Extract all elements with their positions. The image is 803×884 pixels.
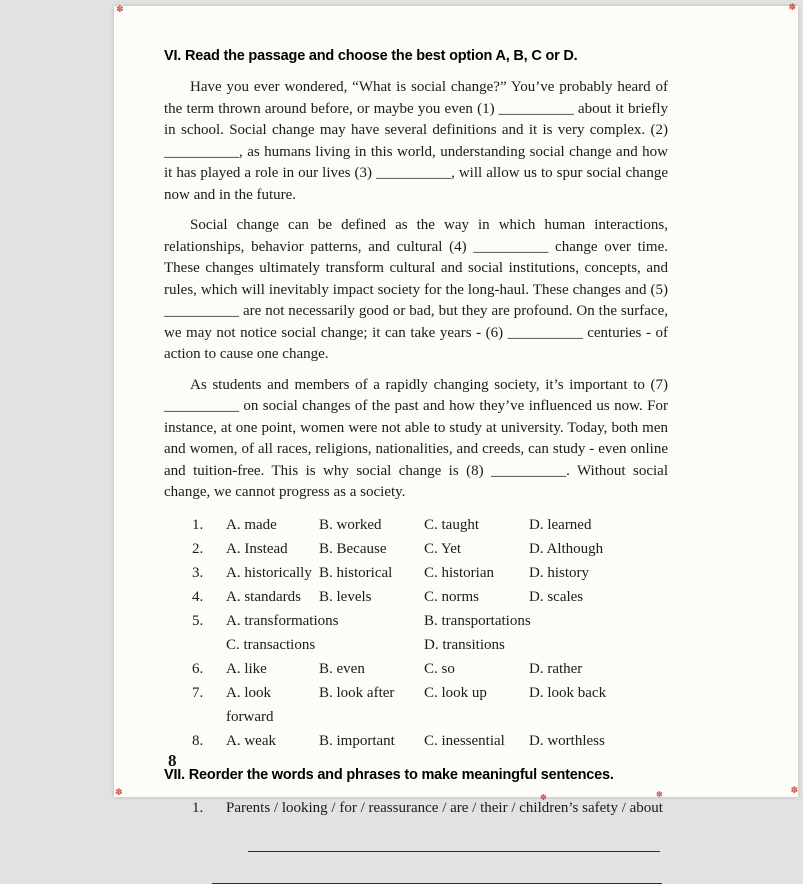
red-watermark-icon: ✽ bbox=[540, 793, 547, 802]
option-a: A. made bbox=[226, 516, 277, 533]
section-vi-heading: VI. Read the passage and choose the best option A, B, C or D. bbox=[164, 48, 578, 64]
option-b: B. even bbox=[319, 660, 365, 677]
question-row-3 bbox=[164, 561, 668, 585]
option-a: A. historically bbox=[226, 564, 312, 581]
option-d: D. transitions bbox=[424, 636, 505, 653]
option-c: C. inessential bbox=[424, 732, 505, 749]
option-d: D. look back bbox=[529, 684, 607, 701]
option-c: C. transactions bbox=[226, 636, 316, 653]
reorder-item-1 bbox=[164, 797, 668, 819]
option-a: A. like bbox=[226, 660, 267, 677]
option-c: C. so bbox=[424, 660, 455, 677]
option-b: B. levels bbox=[319, 588, 372, 605]
question-number: 4. bbox=[192, 588, 204, 605]
option-b: B. look after bbox=[319, 684, 395, 701]
question-row-4 bbox=[164, 585, 668, 609]
option-d: D. learned bbox=[529, 516, 592, 533]
passage-paragraph-1: Have you ever wondered, “What is social change?” You’ve probably heard of the term thrown around before, or maybe you even (1) __________ about it briefly in school. Social change may have several definitions and it is very complex. (2) __________, as humans living in this world, understanding social change and how it has played a role in our lives (3) __________, will allow us to spur social change now and in the future. bbox=[164, 79, 668, 203]
option-b: B. important bbox=[319, 732, 395, 749]
scrambled-sentence: Parents / looking / for / reassurance / are / their / children’s safety / about bbox=[226, 799, 663, 816]
answer-writing-line-1 bbox=[248, 827, 660, 852]
question-row-2 bbox=[164, 537, 668, 561]
option-c: C. look up bbox=[424, 684, 487, 701]
option-c: C. taught bbox=[424, 516, 479, 533]
option-d: D. scales bbox=[529, 588, 584, 605]
question-number: 3. bbox=[192, 564, 204, 581]
reading-passage bbox=[164, 77, 668, 504]
question-number: 6. bbox=[192, 660, 204, 677]
question-number: 5. bbox=[192, 612, 204, 629]
option-c: C. historian bbox=[424, 564, 494, 581]
option-d: D. rather bbox=[529, 660, 583, 677]
scanned-book-page bbox=[114, 3, 798, 816]
question-row-7 bbox=[164, 681, 668, 729]
red-watermark-icon: ✽ bbox=[116, 5, 124, 15]
red-watermark-icon: ✽ bbox=[656, 790, 663, 799]
red-watermark-icon: ✽ bbox=[788, 3, 796, 13]
question-number: 2. bbox=[192, 540, 204, 557]
option-c: C. norms bbox=[424, 588, 480, 605]
multiple-choice-list bbox=[164, 513, 668, 753]
option-b: B. Because bbox=[319, 540, 387, 557]
option-d: D. Although bbox=[529, 540, 604, 557]
question-number: 7. bbox=[192, 684, 204, 701]
option-a: A. standards bbox=[226, 588, 301, 605]
option-b: B. historical bbox=[319, 564, 393, 581]
option-a: A. Instead bbox=[226, 540, 288, 557]
option-c: C. Yet bbox=[424, 540, 462, 557]
passage-paragraph-2: Social change can be defined as the way in which human interactions, relationships, behavior patterns, and cultural (4) __________ change over time. These changes ultimately transform cultural and social institutions, concepts, and rules, which will inevitably impact society for the long-haul. These changes and (5) __________ are not necessarily good or bad, but they are profound. On the surface, we may not notice social change; it can take years - (6) __________ centuries - of action to cause one change. bbox=[164, 217, 668, 362]
option-a: A. look forward bbox=[226, 684, 274, 725]
option-b: B. worked bbox=[319, 516, 382, 533]
page-number: 8 bbox=[168, 751, 177, 770]
question-row-1 bbox=[164, 513, 668, 537]
question-number: 1. bbox=[192, 516, 204, 533]
question-row-5b bbox=[164, 633, 668, 657]
option-d: D. worthless bbox=[529, 732, 605, 749]
question-row-5a bbox=[164, 609, 668, 633]
question-row-8 bbox=[164, 729, 668, 753]
question-number: 8. bbox=[192, 732, 204, 749]
red-watermark-icon: ✽ bbox=[115, 788, 123, 798]
option-a: A. transformations bbox=[226, 612, 339, 629]
question-number-spacer bbox=[192, 633, 226, 657]
option-a: A. weak bbox=[226, 732, 276, 749]
red-watermark-icon: ✽ bbox=[790, 786, 798, 796]
option-b: B. transportations bbox=[424, 612, 531, 629]
answer-writing-line-2 bbox=[212, 852, 662, 884]
item-number: 1. bbox=[192, 799, 204, 816]
page-content bbox=[164, 48, 668, 884]
section-vii-heading: VII. Reorder the words and phrases to make meaningful sentences. bbox=[164, 766, 614, 783]
question-row-6 bbox=[164, 657, 668, 681]
passage-paragraph-3: As students and members of a rapidly changing society, it’s important to (7) __________ on social changes of the past and how they’ve influenced us now. For instance, at one point, women were not able to study at university. Today, both men and women, of all races, religions, nationalities, and creeds, can study - even online and tuition-free. This is why social change is (8) __________. Without social change, we cannot progress as a society. bbox=[164, 376, 668, 500]
option-d: D. history bbox=[529, 564, 589, 581]
